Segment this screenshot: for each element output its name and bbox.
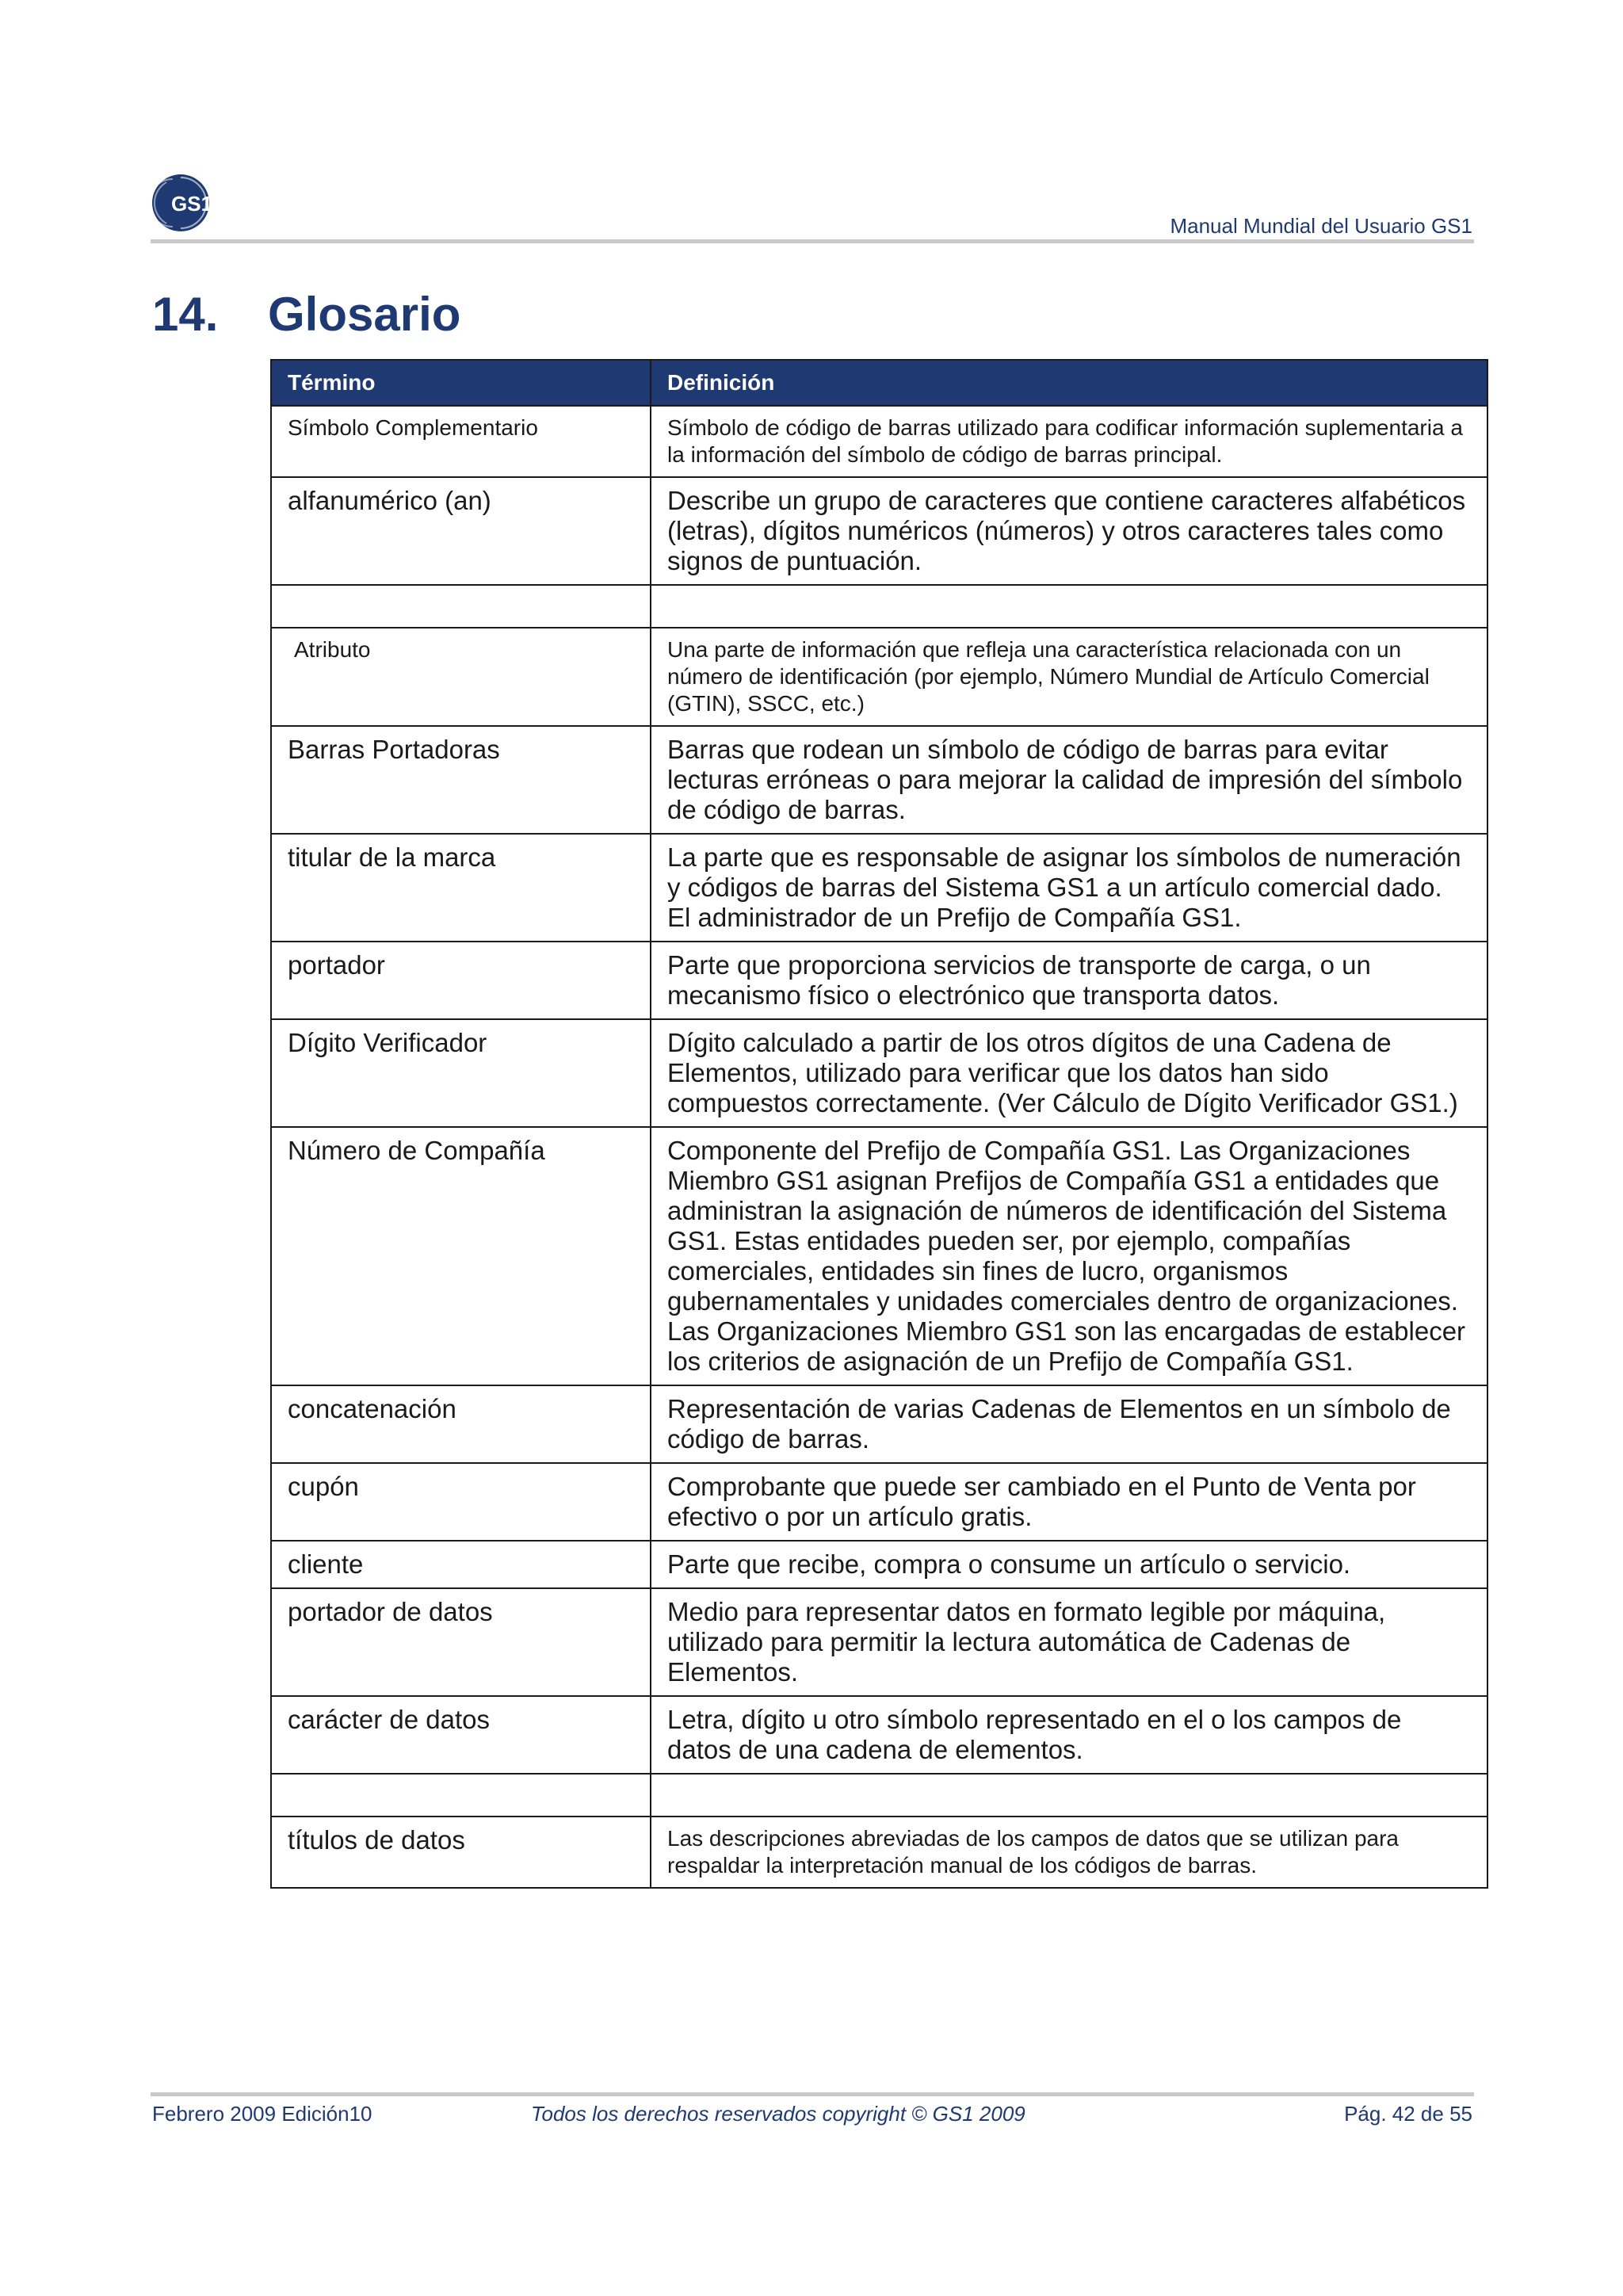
glossary-definition <box>651 1774 1487 1817</box>
glossary-definition: La parte que es responsable de asignar los símbolos de numeración y códigos de barras del Sistema GS1 a un artículo comercial dado. El administrador de un Prefijo de Compañía GS1. <box>651 834 1487 942</box>
footer-page-number: Pág. 42 de 55 <box>1344 2102 1472 2126</box>
glossary-term: Número de Compañía <box>271 1127 651 1385</box>
glossary-term: concatenación <box>271 1385 651 1463</box>
table-header-row <box>271 360 1487 406</box>
glossary-definition: Barras que rodean un símbolo de código de barras para evitar lecturas erróneas o para mejorar la calidad de impresión del símbolo de código de barras. <box>651 726 1487 834</box>
footer-edition: Febrero 2009 Edición10 <box>152 2102 372 2126</box>
document-title: Manual Mundial del Usuario GS1 <box>1170 214 1472 238</box>
section-number: 14. <box>152 288 219 341</box>
table-row <box>271 1385 1487 1463</box>
glossary-term <box>271 585 651 628</box>
glossary-term: Símbolo Complementario <box>271 406 651 477</box>
footer-copyright: Todos los derechos reservados copyright © GS1 2009 <box>531 2102 1025 2126</box>
glossary-definition: Símbolo de código de barras utilizado para codificar información suplementaria a la información del símbolo de código de barras principal. <box>651 406 1487 477</box>
glossary-definition: Letra, dígito u otro símbolo representado en el o los campos de datos de una cadena de elementos. <box>651 1696 1487 1774</box>
section-heading <box>152 287 460 342</box>
glossary-definition: Parte que proporciona servicios de transporte de carga, o un mecanismo físico o electrónico que transporta datos. <box>651 942 1487 1019</box>
glossary-table <box>270 359 1488 1889</box>
glossary-term: Atributo <box>271 628 651 726</box>
table-row <box>271 1696 1487 1774</box>
glossary-definition: Representación de varias Cadenas de Elementos en un símbolo de código de barras. <box>651 1385 1487 1463</box>
glossary-term: Dígito Verificador <box>271 1019 651 1127</box>
header-divider <box>151 239 1474 243</box>
logo-text: GS1 <box>171 192 213 216</box>
table-row <box>271 1127 1487 1385</box>
table-row <box>271 1463 1487 1541</box>
glossary-term: titular de la marca <box>271 834 651 942</box>
gs1-logo <box>151 171 219 235</box>
glossary-definition: Medio para representar datos en formato legible por máquina, utilizado para permitir la lectura automática de Cadenas de Elementos. <box>651 1588 1487 1696</box>
table-row <box>271 942 1487 1019</box>
glossary-definition: Una parte de información que refleja una característica relacionada con un número de identificación (por ejemplo, Número Mundial de Artículo Comercial (GTIN), SSCC, etc.) <box>651 628 1487 726</box>
glossary-body <box>271 406 1487 1888</box>
footer-divider <box>151 2092 1474 2096</box>
glossary-definition: Las descripciones abreviadas de los campos de datos que se utilizan para respaldar la interpretación manual de los códigos de barras. <box>651 1817 1487 1888</box>
section-title: Glosario <box>268 288 461 341</box>
glossary-definition: Dígito calculado a partir de los otros dígitos de una Cadena de Elementos, utilizado para verificar que los datos han sido compuestos correctamente. (Ver Cálculo de Dígito Verificador GS1.) <box>651 1019 1487 1127</box>
glossary-term: Barras Portadoras <box>271 726 651 834</box>
table-row <box>271 477 1487 585</box>
glossary-definition: Componente del Prefijo de Compañía GS1. Las Organizaciones Miembro GS1 asignan Prefijos de Compañía GS1 a entidades que administran la asignación de números de identificación del Sistema GS1. Estas entidades pueden ser, por ejemplo, compañías comerciales, entidades sin fines de lucro, organismos gubernamentales y unidades comerciales dentro de organizaciones. Las Organizaciones Miembro GS1 son las encargadas de establecer los criterios de asignación de un Prefijo de Compañía GS1. <box>651 1127 1487 1385</box>
table-row <box>271 585 1487 628</box>
table-row <box>271 1588 1487 1696</box>
column-header-term: Término <box>271 360 651 406</box>
glossary-term: carácter de datos <box>271 1696 651 1774</box>
glossary-term: cupón <box>271 1463 651 1541</box>
glossary-definition <box>651 585 1487 628</box>
glossary-term: alfanumérico (an) <box>271 477 651 585</box>
glossary-definition: Describe un grupo de caracteres que contiene caracteres alfabéticos (letras), dígitos numéricos (números) y otros caracteres tales como signos de puntuación. <box>651 477 1487 585</box>
glossary-term: cliente <box>271 1541 651 1588</box>
glossary-term: portador de datos <box>271 1588 651 1696</box>
table-row <box>271 834 1487 942</box>
table-row <box>271 726 1487 834</box>
glossary-definition: Comprobante que puede ser cambiado en el Punto de Venta por efectivo o por un artículo gratis. <box>651 1463 1487 1541</box>
glossary-term <box>271 1774 651 1817</box>
table-row <box>271 1019 1487 1127</box>
table-row <box>271 1541 1487 1588</box>
table-row <box>271 1817 1487 1888</box>
column-header-definition: Definición <box>651 360 1487 406</box>
glossary-definition: Parte que recibe, compra o consume un artículo o servicio. <box>651 1541 1487 1588</box>
glossary-term: portador <box>271 942 651 1019</box>
table-row <box>271 406 1487 477</box>
glossary-term: títulos de datos <box>271 1817 651 1888</box>
table-row <box>271 628 1487 726</box>
table-row <box>271 1774 1487 1817</box>
